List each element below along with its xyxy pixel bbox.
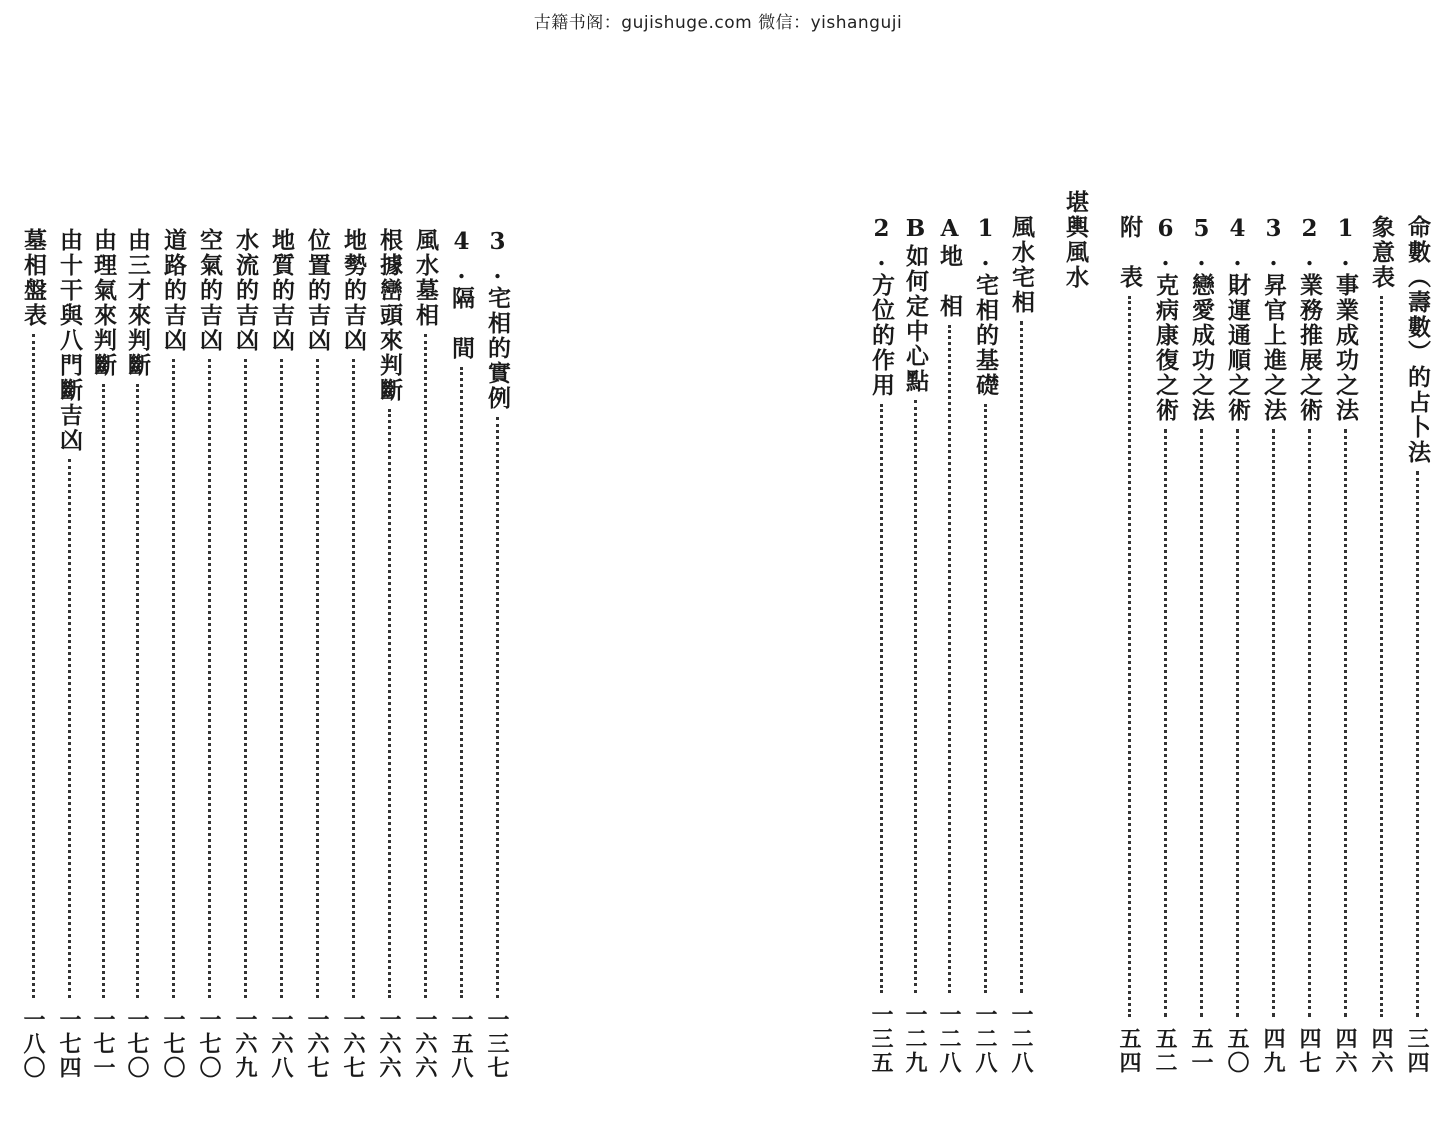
toc-entry-title: 道路的吉凶	[160, 228, 187, 353]
toc-entry[interactable]	[1112, 215, 1146, 1075]
toc-entry[interactable]	[86, 228, 120, 1080]
toc-entry-title: 風水宅相	[1008, 215, 1035, 315]
dot-leader	[1344, 429, 1347, 1017]
dot-leader	[1308, 429, 1311, 1017]
toc-entry-page: 一六六	[412, 1008, 438, 1080]
toc-entry-title: 附 表	[1116, 215, 1143, 290]
toc-entry-title: 4.財運通順之術	[1224, 215, 1251, 423]
toc-entry[interactable]	[864, 215, 898, 1075]
toc-entry-page: 一七〇	[160, 1008, 186, 1080]
toc-entry[interactable]	[898, 215, 932, 1075]
dot-leader	[102, 384, 105, 998]
toc-entry[interactable]	[300, 228, 334, 1080]
dot-leader	[1272, 429, 1275, 1017]
dot-leader	[1164, 429, 1167, 1017]
toc-entry-title: 命數（壽數）的占卜法	[1404, 215, 1431, 465]
toc-entry[interactable]	[1256, 215, 1290, 1075]
toc-entry[interactable]	[264, 228, 298, 1080]
toc-entry-title: 由理氣來判斷	[90, 228, 117, 378]
dot-leader	[172, 359, 175, 998]
toc-entry[interactable]	[1292, 215, 1326, 1075]
dot-leader	[496, 417, 499, 998]
toc-entry[interactable]	[1184, 215, 1218, 1075]
toc-entry[interactable]	[1004, 215, 1038, 1075]
dot-leader	[316, 359, 319, 998]
toc-entry-page: 一六九	[232, 1008, 258, 1080]
toc-entry-page: 一六七	[304, 1008, 330, 1080]
dot-leader	[424, 334, 427, 998]
toc-entry[interactable]	[1148, 215, 1182, 1075]
toc-entry-page: 一三五	[868, 1003, 894, 1075]
toc-entry-title: 5.戀愛成功之法	[1188, 215, 1215, 423]
toc-entry[interactable]	[120, 228, 154, 1080]
toc-entry-title: 2.業務推展之術	[1296, 215, 1323, 423]
toc-entry-title: 象意表	[1368, 215, 1395, 290]
chapter-heading	[1058, 190, 1092, 310]
toc-entry-page: 五四	[1116, 1027, 1142, 1075]
dot-leader	[1236, 429, 1239, 1017]
toc-entry-title: 2.方位的作用	[868, 215, 895, 398]
toc-entry-title: 由十干與八門斷吉凶	[56, 228, 83, 453]
dot-leader	[352, 359, 355, 998]
dot-leader	[136, 384, 139, 998]
toc-entry[interactable]	[336, 228, 370, 1080]
toc-entry-page: 三四	[1404, 1027, 1430, 1075]
toc-entry-page: 一二八	[972, 1003, 998, 1075]
toc-entry-title: 根據巒頭來判斷	[376, 228, 403, 403]
toc-entry[interactable]	[1364, 215, 1398, 1075]
toc-entry-page: 一七〇	[196, 1008, 222, 1080]
dot-leader	[244, 359, 247, 998]
toc-entry-page: 一七四	[56, 1008, 82, 1080]
dot-leader	[880, 404, 883, 993]
toc-entry[interactable]	[156, 228, 190, 1080]
toc-entry-page: 一八〇	[20, 1008, 46, 1080]
toc-entry-title: 水流的吉凶	[232, 228, 259, 353]
toc-entry-title: 地質的吉凶	[268, 228, 295, 353]
toc-entry-title: B如何定中心點	[902, 215, 929, 394]
watermark-text: 古籍书阁：gujishuge.com 微信：yishanguji	[533, 13, 903, 33]
toc-entry[interactable]	[480, 228, 514, 1080]
toc-entry-page: 一五八	[448, 1008, 474, 1080]
toc-entry-title: 1.宅相的基礎	[972, 215, 999, 398]
toc-entry[interactable]	[444, 228, 478, 1080]
toc-entry-page: 五〇	[1224, 1027, 1250, 1075]
toc-entry-page: 四六	[1368, 1027, 1394, 1075]
dot-leader	[32, 334, 35, 998]
toc-entry-title: 位置的吉凶	[304, 228, 331, 353]
toc-entry-title: 6.克病康復之術	[1152, 215, 1179, 423]
toc-entry[interactable]	[932, 215, 966, 1075]
dot-leader	[1380, 296, 1383, 1017]
toc-entry[interactable]	[968, 215, 1002, 1075]
dot-leader	[984, 404, 987, 993]
toc-entry-title: 風水墓相	[412, 228, 439, 328]
toc-entry[interactable]	[372, 228, 406, 1080]
toc-entry[interactable]	[192, 228, 226, 1080]
toc-entry-page: 五一	[1188, 1027, 1214, 1075]
toc-entry-page: 一七〇	[124, 1008, 150, 1080]
toc-entry-title: 空氣的吉凶	[196, 228, 223, 353]
toc-entry-title: 3.宅相的實例	[484, 228, 511, 411]
toc-entry[interactable]	[1328, 215, 1362, 1075]
toc-entry-page: 一三七	[484, 1008, 510, 1080]
toc-entry-page: 四六	[1332, 1027, 1358, 1075]
toc-entry[interactable]	[408, 228, 442, 1080]
dot-leader	[280, 359, 283, 998]
toc-entry-page: 一七一	[90, 1008, 116, 1080]
dot-leader	[208, 359, 211, 998]
dot-leader	[1128, 296, 1131, 1017]
toc-entry[interactable]	[52, 228, 86, 1080]
dot-leader	[1416, 471, 1419, 1017]
toc-entry-page: 四七	[1296, 1027, 1322, 1075]
toc-entry-title: A地 相	[936, 215, 963, 319]
toc-entry[interactable]	[16, 228, 50, 1080]
dot-leader	[460, 367, 463, 998]
toc-entry-page: 四九	[1260, 1027, 1286, 1075]
toc-entry-title: 3.昇官上進之法	[1260, 215, 1287, 423]
dot-leader	[1020, 321, 1023, 993]
dot-leader	[948, 325, 951, 993]
dot-leader	[914, 400, 917, 993]
chapter-heading-text: 堪輿風水	[1062, 190, 1089, 290]
toc-entry-title: 墓相盤表	[20, 228, 47, 328]
toc-entry-title: 4.隔 間	[448, 228, 475, 361]
toc-entry-page: 一二九	[902, 1003, 928, 1075]
dot-leader	[388, 409, 391, 998]
toc-entry-page: 五二	[1152, 1027, 1178, 1075]
toc-entry[interactable]	[1220, 215, 1254, 1075]
toc-entry[interactable]	[1400, 215, 1434, 1075]
dot-leader	[1200, 429, 1203, 1017]
dot-leader	[68, 459, 71, 998]
toc-entry-page: 一二八	[936, 1003, 962, 1075]
toc-entry-page: 一二八	[1008, 1003, 1034, 1075]
toc-entry-title: 1.事業成功之法	[1332, 215, 1359, 423]
toc-entry-page: 一六七	[340, 1008, 366, 1080]
toc-entry[interactable]	[228, 228, 262, 1080]
toc-entry-title: 地勢的吉凶	[340, 228, 367, 353]
toc-entry-page: 一六八	[268, 1008, 294, 1080]
toc-entry-title: 由三才來判斷	[124, 228, 151, 378]
toc-entry-page: 一六六	[376, 1008, 402, 1080]
